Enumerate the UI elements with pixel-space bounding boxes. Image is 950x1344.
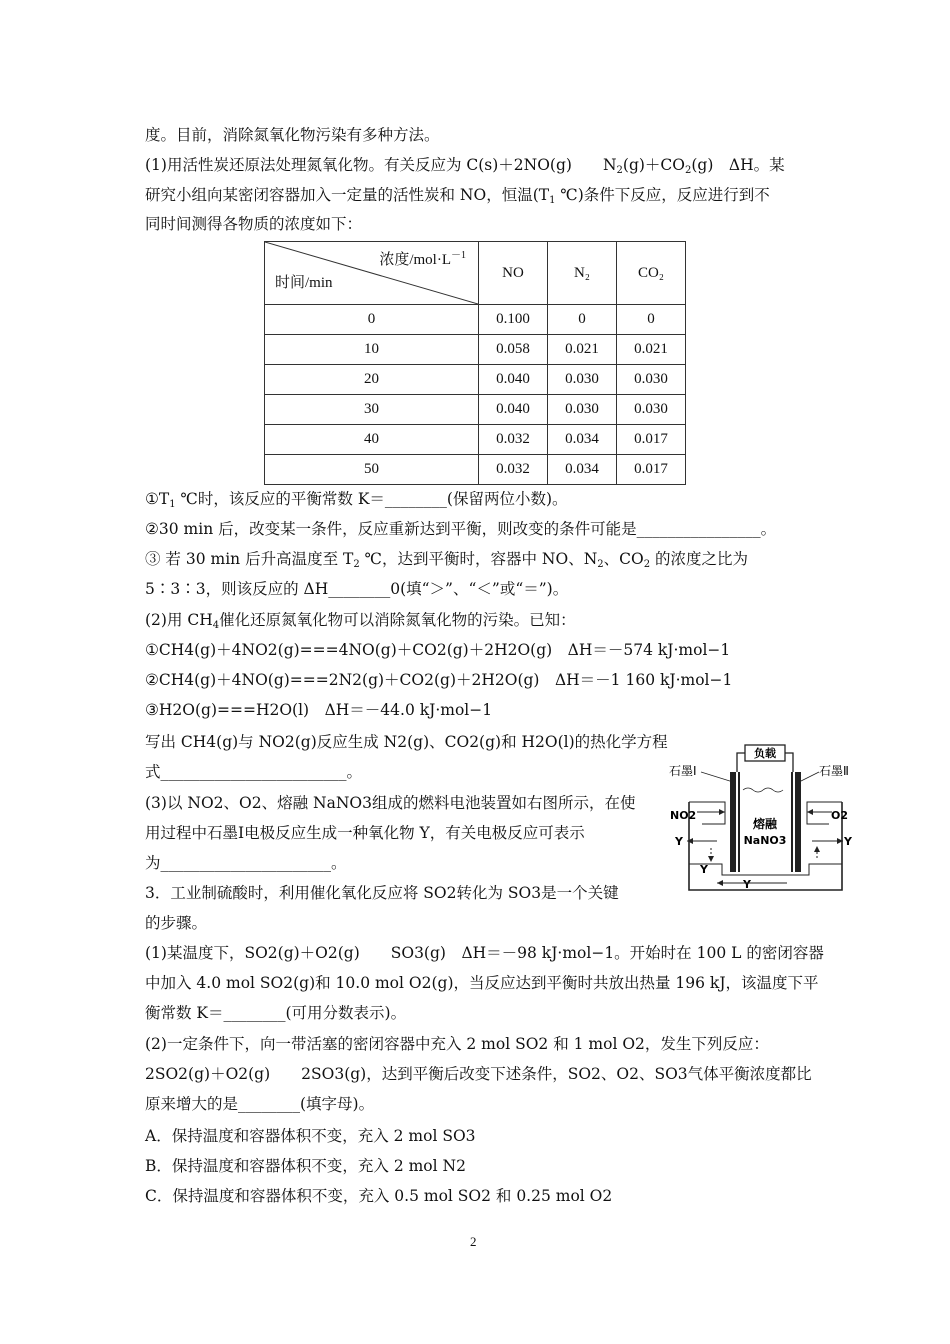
text-line: (2)用 $CH_4$催化还原氮氧化物可以消除氮氧化物的污染。已知： [145,611,576,631]
text-line: 用过程中石墨Ⅰ电极反应生成一种氧化物 Y，有关电极反应可表示 [145,824,585,842]
option-c: C．保持温度和容器体积不变，充入 0.5 mol SO2 和 0.25 mol O2 [145,1187,613,1205]
text-line: 式________________________。 [145,763,363,781]
melt-label: 熔融 [752,817,778,831]
table-row: 0 0.100 0 0 [265,305,686,335]
text-line: 研究小组向某密闭容器加入一定量的活性炭和 NO，恒温($T_1$ ℃)条件下反应，反应进行到不 [145,186,770,206]
text-line: 原来增大的是________(填字母)。 [145,1095,375,1113]
page-number: 2 [470,1234,477,1249]
o2-label: O2 [831,809,849,822]
table-row: 20 0.040 0.030 0.030 [265,365,686,395]
text-line: (1)某温度下，SO2(g)＋O2(g) SO3(g) ΔH＝－98 kJ·mol−1。开始时在 100 L 的密闭容器 [145,944,824,962]
column-header: N₂ [548,242,617,305]
table-row: 30 0.040 0.030 0.030 [265,395,686,425]
equation-1: ①CH4(g)＋4NO2(g)===4NO(g)＋CO2(g)＋2H2O(g) ΔH＝－574 kJ·mol−1 [145,641,731,659]
corner-bottom-label: 时间/min [275,275,333,291]
table-row: 40 0.032 0.034 0.017 [265,425,686,455]
option-b: B．保持温度和容器体积不变，充入 2 mol N2 [145,1157,466,1175]
table-row: 10 0.058 0.021 0.021 [265,335,686,365]
text-line: 写出 CH4(g)与 NO2(g)反应生成 N2(g)、CO2(g)和 H2O(l)的热化学方程 [145,733,668,751]
load-label: 负载 [754,747,776,760]
question-2: ②30 min 后，改变某一条件，反应重新达到平衡，则改变的条件可能是________________。 [145,520,777,538]
table-row: 50 0.032 0.034 0.017 [265,455,686,485]
concentration-table [264,241,686,485]
equation-3: ③H2O(g)===H2O(l) ΔH＝－44.0 kJ·mol−1 [145,701,493,719]
equation-2: ②CH4(g)＋4NO(g)===2N2(g)＋CO2(g)＋2H2O(g) ΔH＝－1 160 kJ·mol−1 [145,671,733,689]
text-line: 的步骤。 [145,914,208,932]
option-a: A．保持温度和容器体积不变，充入 2 mol SO3 [145,1127,476,1145]
column-header: NO [479,242,548,305]
text-line: 为______________________。 [145,854,347,872]
corner-top-label: 浓度/mol·L [379,252,451,268]
column-header: CO₂ [617,242,686,305]
fuel-cell-diagram [667,742,867,894]
y-label: Y [700,863,708,876]
nano3-label: NaNO3 [743,834,787,847]
left-electrode-label: 石墨Ⅰ [669,764,697,778]
text-line: 衡常数 K＝________(可用分数表示)。 [145,1004,407,1022]
question-3: ③ 若 30 min 后升高温度至 $T_2$ ℃，达到平衡时，容器中 NO、$N_2$、$CO_2$ 的浓度之比为 [145,550,749,570]
y-label: Y [675,835,683,848]
text-line: (1)用活性炭还原法处理氮氧化物。有关反应为 C(s)＋2NO(g) $N_2(g)+CO_2(g)$ ΔH。某 [145,156,785,176]
section-3-heading: 3．工业制硫酸时，利用催化氧化反应将 SO2转化为 SO3是一个关键 [145,884,619,902]
right-electrode-label: 石墨Ⅱ [819,764,849,778]
y-label: Y [743,878,751,891]
text-line: 中加入 4.0 mol SO2(g)和 10.0 mol O2(g)，当反应达到平衡时共放出热量 196 kJ，该温度下平 [145,974,819,992]
text-line: (3)以 NO2、O2、熔融 NaNO3组成的燃料电池装置如右图所示，在使 [145,794,636,812]
table-corner-cell: 浓度$/mol\cdot L^{-1}$ 时间/min [265,242,479,305]
question-1: $①T_1$ ℃时，该反应的平衡常数 K＝________(保留两位小数)。 [145,490,568,510]
text-line: 2SO2(g)＋O2(g) 2SO3(g)，达到平衡后改变下述条件，SO2、O2、SO3气体平衡浓度都比 [145,1065,812,1083]
text-line: (2)一定条件下，向一带活塞的密闭容器中充入 2 mol SO2 和 1 mol O2，发生下列反应： [145,1035,769,1053]
text-line: 度。目前，消除氮氧化物污染有多种方法。 [145,126,440,144]
text-line: 5∶3∶3，则该反应的 ΔH________0(填“＞”、“＜”或“＝”)。 [145,580,569,598]
y-label: Y [844,835,852,848]
text-line: 同时间测得各物质的浓度如下： [145,215,363,233]
no2-label: NO2 [670,809,697,822]
